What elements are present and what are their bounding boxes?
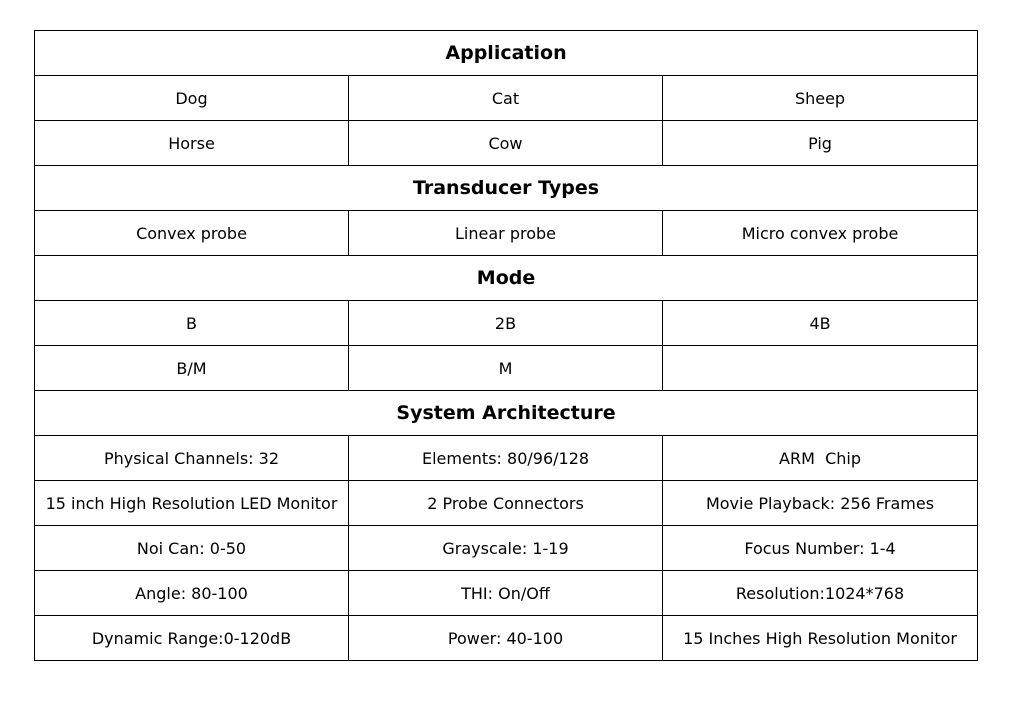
table-cell: 2 Probe Connectors <box>349 481 663 526</box>
table-cell: Micro convex probe <box>663 211 978 256</box>
table-row <box>35 76 978 121</box>
table-cell: THI: On/Off <box>349 571 663 616</box>
table-cell: 4B <box>663 301 978 346</box>
table-row <box>35 211 978 256</box>
table-cell: Cat <box>349 76 663 121</box>
table-cell-empty <box>663 346 978 391</box>
table-row <box>35 616 978 661</box>
table-cell: Angle: 80-100 <box>35 571 349 616</box>
table-cell: Elements: 80/96/128 <box>349 436 663 481</box>
application-heading: Application <box>35 31 978 76</box>
table-row <box>35 346 978 391</box>
table-row <box>35 481 978 526</box>
table-cell: Power: 40-100 <box>349 616 663 661</box>
table-cell: Horse <box>35 121 349 166</box>
table-cell: ARM Chip <box>663 436 978 481</box>
table-cell: B/M <box>35 346 349 391</box>
table-cell: Noi Can: 0-50 <box>35 526 349 571</box>
table-row <box>35 571 978 616</box>
table-cell: Convex probe <box>35 211 349 256</box>
system-architecture-heading: System Architecture <box>35 391 978 436</box>
table-row <box>35 526 978 571</box>
table-cell: Physical Channels: 32 <box>35 436 349 481</box>
section-header-row <box>35 166 978 211</box>
table-cell: Pig <box>663 121 978 166</box>
table-cell: 15 Inches High Resolution Monitor <box>663 616 978 661</box>
table-cell: Focus Number: 1-4 <box>663 526 978 571</box>
table-cell: Resolution:1024*768 <box>663 571 978 616</box>
table-cell: B <box>35 301 349 346</box>
table-cell: Dog <box>35 76 349 121</box>
table-cell: Grayscale: 1-19 <box>349 526 663 571</box>
table-cell: M <box>349 346 663 391</box>
section-header-row <box>35 391 978 436</box>
table-cell: Movie Playback: 256 Frames <box>663 481 978 526</box>
table-cell: Linear probe <box>349 211 663 256</box>
transducer-types-heading: Transducer Types <box>35 166 978 211</box>
table-cell: 15 inch High Resolution LED Monitor <box>35 481 349 526</box>
table-row <box>35 301 978 346</box>
section-header-row <box>35 256 978 301</box>
spec-table <box>34 30 978 661</box>
table-cell: 2B <box>349 301 663 346</box>
table-cell: Dynamic Range:0-120dB <box>35 616 349 661</box>
section-header-row <box>35 31 978 76</box>
table-cell: Sheep <box>663 76 978 121</box>
table-cell: Cow <box>349 121 663 166</box>
mode-heading: Mode <box>35 256 978 301</box>
table-row <box>35 121 978 166</box>
table-row <box>35 436 978 481</box>
